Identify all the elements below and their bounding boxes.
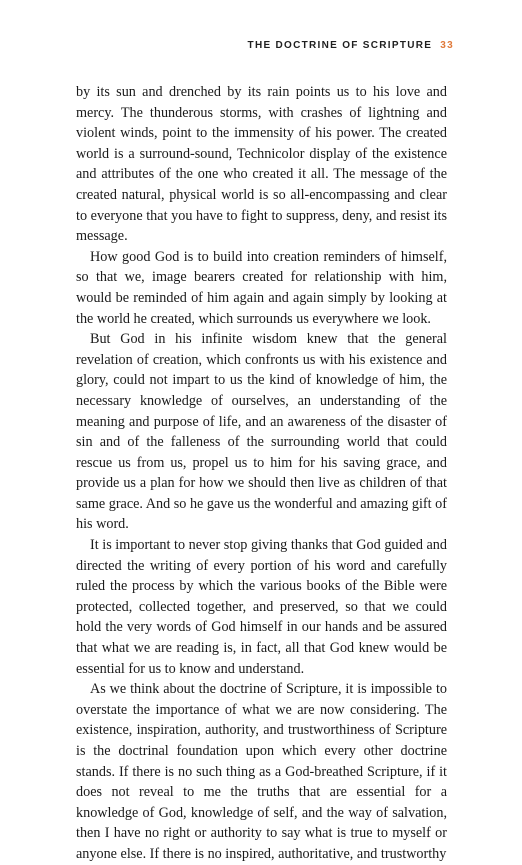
paragraph: But God in his infinite wisdom knew that the general revelation of creation, which confronts us with his existence and glory, could not impart to us the kind of knowledge of him, the necessary knowledge of ourselves, an understanding of the meaning and purpose of life, and an awareness of the disaster of sin and of the falleness of the surrounding world that could rescue us from us, propel us to him for his saving grace, and provide us a plan for how we should then live as children of that same grace. And so he gave us the wonderful and amazing gift of his word.	[76, 331, 447, 533]
running-head-title: THE DOCTRINE OF SCRIPTURE	[247, 40, 433, 51]
body-text	[76, 82, 447, 865]
paragraph: As we think about the doctrine of Scripture, it is impossible to overstate the importance of what we are now considering. The existence, inspiration, authority, and trustworthiness of Scripture is the doctrinal foundation upon which every other doctrine stands. If there is no such thing as a God-breathed Scripture, if it does not reveal to me the truths that are essential for a knowledge of God, knowledge of self, and the way of salvation, then I have no right or authority to say what is true to myself or anyone else. If there is no inspired, authoritative, and trustworthy	[76, 681, 447, 862]
paragraph: It is important to never stop giving thanks that God guided and directed the writing of every portion of his word and carefully ruled the process by which the various books of the Bible were protected, collected together, and preserved, so that we could hold the very words of God himself in our hands and be assured that what we are reading is, in fact, all that God knew would be essential for us to know and understand.	[76, 537, 447, 677]
paragraph-continuation: by its sun and drenched by its rain points us to his love and mercy. The thunderous storms, with crashes of lightning and violent winds, point to the immensity of his power. The created world is a surround-sound, Technicolor display of the existence and attributes of the one who created it all. The message of the created natural, physical world is so all-encompassing and clear to everyone that you have to fight to suppress, deny, and resist its message.	[76, 84, 447, 245]
page-number: 33	[440, 40, 454, 51]
running-head	[248, 40, 454, 51]
paragraph: How good God is to build into creation reminders of himself, so that we, image bearers created for relationship with him, would be reminded of him again and again simply by looking at the world he created, which surrounds us everywhere we look.	[76, 248, 447, 327]
